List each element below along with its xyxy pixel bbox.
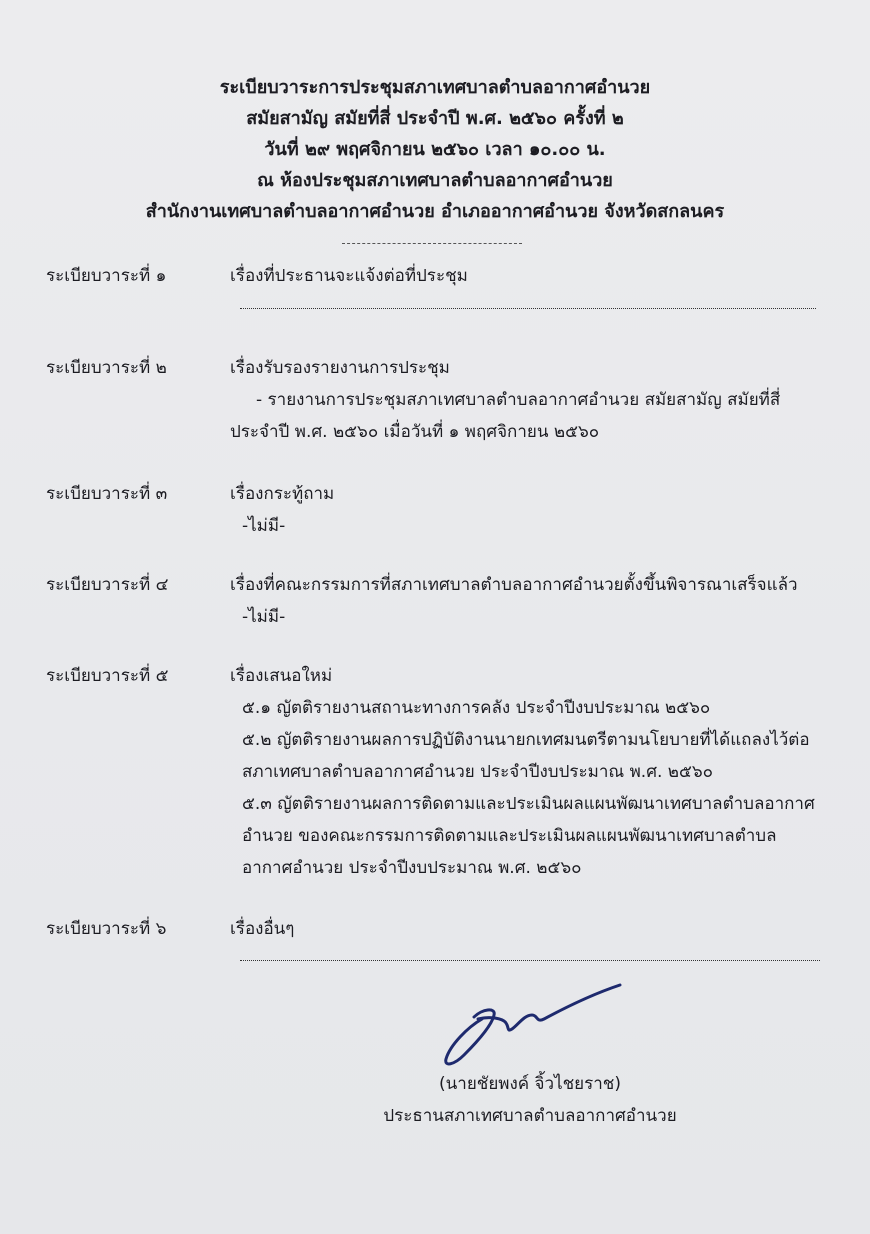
header-divider [342, 243, 522, 244]
agenda-5-item-2: ๕.๒ ญัตติรายงานผลการปฏิบัติงานนายกเทศมนตรีตามนโยบายที่ได้แถลงไว้ต่อ [242, 730, 810, 750]
agenda-2-detail-1: - รายงานการประชุมสภาเทศบาลตำบลอากาศอำนวย สมัยสามัญ สมัยที่สี่ [256, 390, 781, 410]
agenda-3-label: ระเบียบวาระที่ ๓ [46, 484, 168, 504]
agenda-4-detail-1: -ไม่มี- [242, 607, 286, 627]
agenda-5-item-2-cont: สภาเทศบาลตำบลอากาศอำนวย ประจำปีงบประมาณ พ.ศ. ๒๕๖๐ [242, 762, 714, 782]
signatory-position: ประธานสภาเทศบาลตำบลอากาศอำนวย [383, 1106, 677, 1126]
header-title: ระเบียบวาระการประชุมสภาเทศบาลตำบลอากาศอำนวย [219, 77, 651, 98]
agenda-5-item-3-cont-1: อำนวย ของคณะกรรมการติดตามและประเมินผลแผนพัฒนาเทศบาลตำบล [242, 826, 777, 846]
agenda-5-title: เรื่องเสนอใหม่ [230, 666, 333, 686]
agenda-5-label: ระเบียบวาระที่ ๕ [46, 666, 169, 686]
agenda-6-title: เรื่องอื่นๆ [230, 919, 295, 939]
agenda-3-title: เรื่องกระทู้ถาม [230, 484, 335, 504]
agenda-1-label: ระเบียบวาระที่ ๑ [46, 266, 167, 286]
agenda-6-label: ระเบียบวาระที่ ๖ [46, 919, 167, 939]
header-date-time: วันที่ ๒๙ พฤศจิกายน ๒๕๖๐ เวลา ๑๐.๐๐ น. [264, 139, 606, 160]
header-office: สำนักงานเทศบาลตำบลอากาศอำนวย อำเภออากาศอำนวย จังหวัดสกลนคร [145, 201, 725, 222]
agenda-4-label: ระเบียบวาระที่ ๔ [46, 575, 169, 595]
agenda-5-item-3: ๕.๓ ญัตติรายงานผลการติดตามและประเมินผลแผนพัฒนาเทศบาลตำบลอากาศ [242, 794, 815, 814]
header-session: สมัยสามัญ สมัยที่สี่ ประจำปี พ.ศ. ๒๕๖๐ ครั้งที่ ๒ [246, 108, 624, 129]
agenda-6-dotted-line [240, 960, 820, 961]
signature [420, 975, 650, 1070]
signature-mark-icon [420, 975, 650, 1070]
agenda-1-dotted-line [240, 308, 816, 309]
agenda-2-detail-2: ประจำปี พ.ศ. ๒๕๖๐ เมื่อวันที่ ๑ พฤศจิกายน ๒๕๖๐ [230, 422, 600, 442]
agenda-2-label: ระเบียบวาระที่ ๒ [46, 358, 167, 378]
signatory-name: (นายชัยพงค์ จิ้วไชยราช) [439, 1074, 621, 1094]
document-header [0, 72, 870, 227]
agenda-3-detail-1: -ไม่มี- [242, 516, 286, 536]
agenda-4-title: เรื่องที่คณะกรรมการที่สภาเทศบาลตำบลอากาศอำนวยตั้งขึ้นพิจารณาเสร็จแล้ว [230, 575, 798, 595]
agenda-2-title: เรื่องรับรองรายงานการประชุม [230, 358, 450, 378]
header-venue: ณ ห้องประชุมสภาเทศบาลตำบลอากาศอำนวย [257, 170, 613, 191]
agenda-5-item-1: ๕.๑ ญัตติรายงานสถานะทางการคลัง ประจำปีงบประมาณ ๒๕๖๐ [242, 698, 711, 718]
agenda-1-title: เรื่องที่ประธานจะแจ้งต่อที่ประชุม [230, 266, 468, 286]
agenda-5-item-3-cont-2: อากาศอำนวย ประจำปีงบประมาณ พ.ศ. ๒๕๖๐ [242, 858, 582, 878]
